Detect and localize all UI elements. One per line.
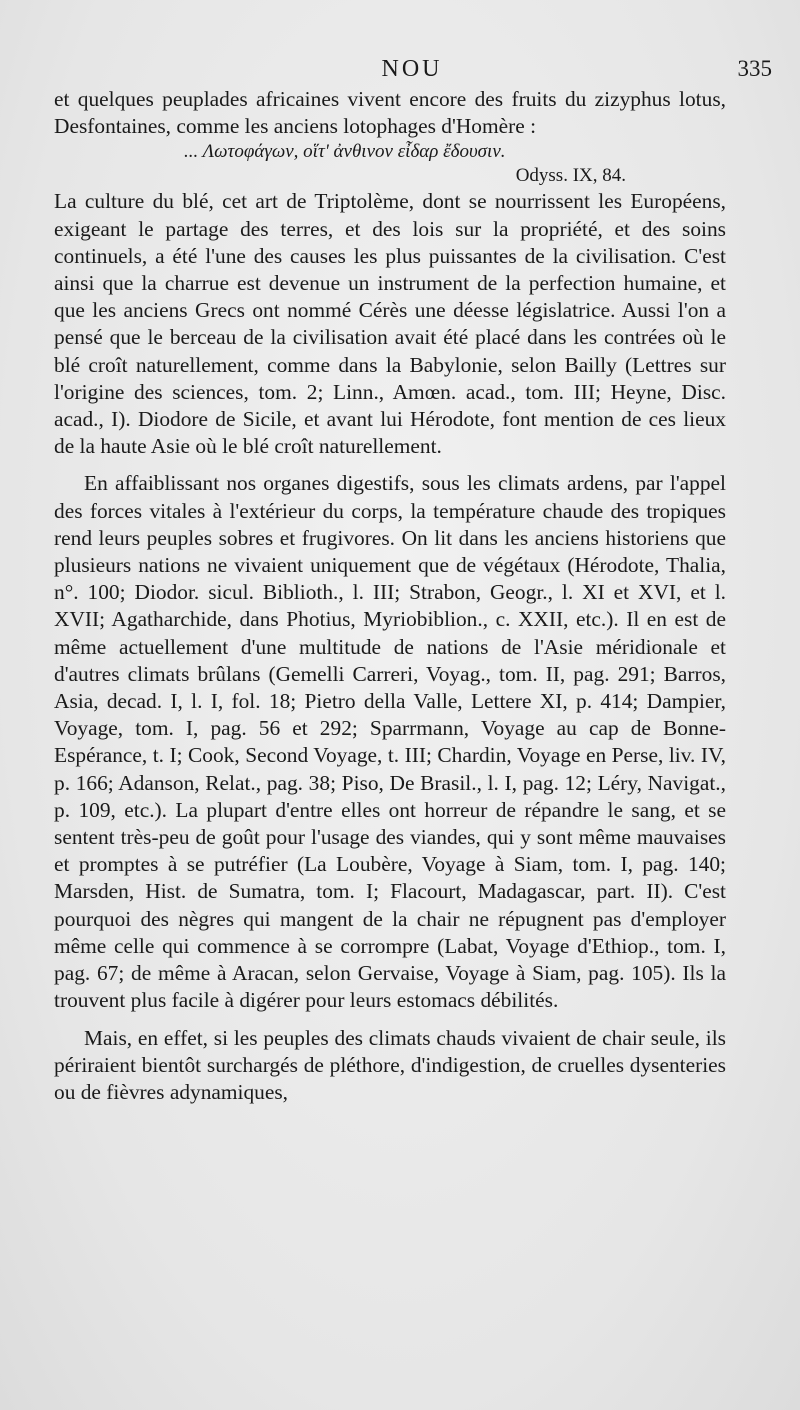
paragraph-wheat-culture: La culture du blé, cet art de Triptolème, dont se nourrissent les Européens, exigeant le partage des terres, et des lois sur la propriété, et des soins continuels, a été l'une des causes les plus puissantes de la civilisation. C'est ainsi que la charrue est devenue un instrument de la perfection humaine, et que les anciens Grecs ont nommé Cérès une déesse législatrice. Aussi l'on a pensé que le berceau de la civilisation avait été placé dans les contrées où le blé croît naturellement, comme dans la Babylonie, selon Bailly (Lettres sur l'origine des sciences, tom. 2; Linn., Amœn. acad., tom. III; Heyne, Disc. acad., I). Diodore de Sicile, et avant lui Hérodote, font mention de ces lieux de la haute Asie où le blé croît naturellement. bbox=[54, 189, 726, 459]
quotation-reference: Odyss. IX, 84. bbox=[515, 165, 626, 187]
body-text bbox=[54, 86, 726, 1106]
page-header bbox=[52, 54, 772, 90]
paragraph-hot-climates: Mais, en effet, si les peuples des climats chauds vivaient de chair seule, ils périraient bientôt surchargés de pléthore, d'indigestion, de cruelles dysenteries ou de fièvres adynamiques, bbox=[54, 1025, 726, 1104]
paragraph-continuation: et quelques peuplades africaines vivent encore des fruits du zizyphus lotus, Desfontaines, comme les anciens lotophages d'Homère : bbox=[54, 87, 726, 139]
running-head: NOU bbox=[381, 56, 443, 82]
greek-quotation: ... Λωτοφάγων, οἵτ' ἀνθινον εἶδαρ ἔδουσιν. bbox=[184, 141, 506, 163]
paragraph-tropical-diet: En affaiblissant nos organes digestifs, sous les climats ardens, par l'appel des forces vitales à l'extérieur du corps, la température chaude des tropiques rend leurs peuples sobres et frugivores. On lit dans les anciens historiens que plusieurs nations ne vivaient uniquement que de végétaux (Hérodote, Thalia, n°. 100; Diodor. sicul. Biblioth., l. III; Strabon, Geogr., l. XI et XVI, et l. XVII; Agatharchide, dans Photius, Myriobiblion., c. XXII, etc.). Il en est de même actuellement d'une multitude de nations de l'Asie méridionale et d'autres climats brûlans (Gemelli Carreri, Voyag., tom. II, pag. 291; Barros, Asia, decad. I, l. I, fol. 18; Pietro della Valle, Lettere XI, p. 414; Dampier, Voyage, tom. I, pag. 56 et 292; Sparrmann, Voyage au cap de Bonne-Espérance, t. I; Cook, Second Voyage, t. III; Chardin, Voyage en Perse, liv. IV, p. 166; Adanson, Relat., pag. 38; Piso, De Brasil., l. I, pag. 12; Léry, Navigat., p. 109, etc.). La plupart d'entre elles ont horreur de répandre le sang, et se sentent très-peu de goût pour l'usage des viandes, qui y sont même mauvaises et promptes à se putréfier (La Loubère, Voyage à Siam, tom. I, pag. 140; Marsden, Hist. de Sumatra, tom. I; Flacourt, Madagascar, part. II). C'est pourquoi des nègres qui mangent de la chair ne répugnent pas d'employer même celle qui commence à se corrompre (Labat, Voyage d'Ethiop., tom. I, pag. 67; de même à Aracan, selon Gervaise, Voyage à Siam, pag. 105). Ils la trouvent plus facile à digérer pour leurs estomacs débilités. bbox=[54, 471, 726, 1013]
page-number: 335 bbox=[737, 56, 772, 81]
